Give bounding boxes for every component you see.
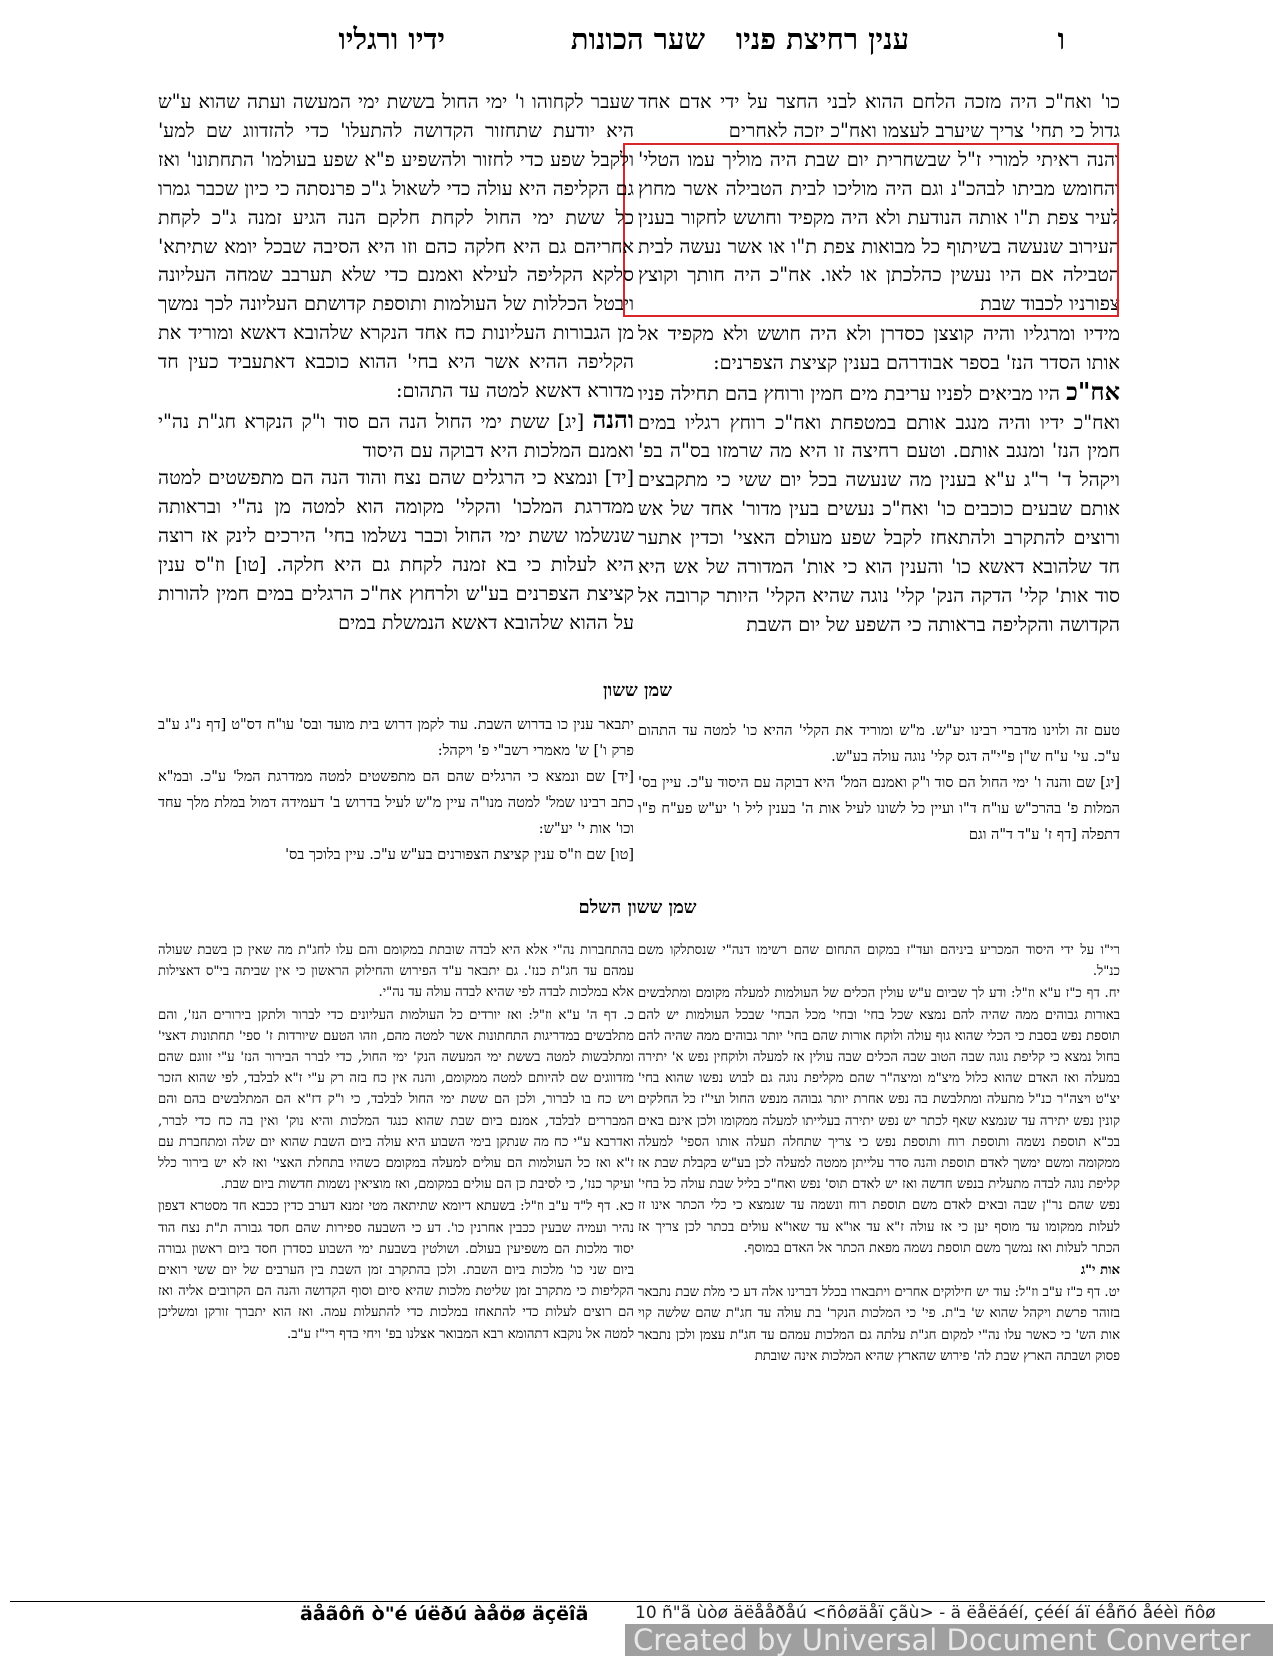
note-paragraph: יתבאר ענין כו בדרוש השבת. עוד לקמן דרוש בית מועד ובס' עו"ח דס"ט [דף נ"ג ע"ב פרק ו'] ש' מאמרי רשב"י פ' ויקהל: xyxy=(158,717,634,759)
shemen-sasson-hashalem-right xyxy=(638,940,1120,1580)
main-right-ach-lead: אח"כ xyxy=(1066,377,1120,406)
footer-right-text: 10 ñ"ã ùòø äëååðåú <ñôøäåï çãù> - ä ëåëáéí, çééí áï éåñó åéèì ñôø xyxy=(635,1603,1216,1623)
shemen-sasson-hashalem-left xyxy=(158,940,634,1580)
main-right-intro: כו' ואח"כ היה מזכה הלחם ההוא לבני החצר על ידי אדם אחד גדול כי תחי' צריך שיערב לעצמו ואח"כ יזכה לאחרים xyxy=(638,90,1120,142)
page-number-letter: ו xyxy=(1057,22,1065,56)
main-right-ach-text: היו מביאים לפניו עריבת מים חמין ורוחץ בהם תחילה פניו ואח"כ ידיו והיה מנגב אותם במטפחת ואח"כ רוחץ רגליו במים חמין הנז' ומנגב אותם. וטעם רחיצה זו היא מה שרמזו בס"ה בפ' ויקהל ד' ר"ג ע"א בענין מה שנעשה בכל יום ששי כי מתקבצים אותם שבעים כוכבים כו' ואח"כ נעשים בעין מדור' אחד של אש ורוצים להתקרב ולהתאחז לקבל שפע מעולם האצי' וכדין אתער חד שלהובא דאשא כו' והענין הוא כי אות' המדורה של אש היא סוד אות' קלי' הדקה הנק' קלי' נוגה שהיא הקלי' היותר קרובה אל הקדושה והקליפה בראותה כי השפע של יום השבת xyxy=(638,381,1120,636)
footer-left-text: äåãôñ ò"é úëðú àåöø äçëîä xyxy=(300,1603,589,1625)
note-paragraph: יח. דף כ"ז ע"א וז"ל: ודע לך שביום ע"ש עולין הכלים של העולמות למעלה מקומם ומתלבשים באורות גבוהים ממה שהיה להם נמצא שכל בחי' ובחי' מכל הבחי' שבכל העולמות יש להם תוספת נפש בסבת כי הכלי שהוא גוף עולה ולוקח אורות שהם בחי' יותר גבוהים ממה שהיה להם בחול נמצא כי קליפת נוגה שבה הטוב שבה הכלים שבה עולין אז למעלה ולוקחין נפש א' יתירה במעלה ואז האדם שהוא כלול מיצ"מ ומיצה"ר שהם מקליפת נוגה גם לבוש נפשו שהוא בחי' יצ"ט ויצה"ר כנ"ל מתעלה ומתלבשת בה נפש אחרת יותר גבוהה מנפש החול ועי"ז כל החלקים קונין נפש יתירה עד שנמצא שאף לכתר יש נפש יתירה בעלייתו למעלה ממקומו ולכן אינם באים בכ"א תוספת נשמה ותוספת רוח ותוספת נפש כי צריך שתחלה תעלה אותו הספי' למעלה ממקומה ומשם ימשך לאדם תוספת והנה סדר עלייתן ממטה למעלה לכן בע"ש בקבלת שבת אז קליפת נוגה לבדה מתעלית בנפש חדשה ואז יש לאדם תוס' נפש ואח"כ בליל שבת עולה כל בחי' נפש שהם נר"ן שבה ובאים לאדם משם תוספת רוח ונשמה עד שנמצא כי כלי הכתר אינו זז לעלות ממקומו עד מוסף יען כי אז עולה ז"א עד או"א עד שאו"א עולים בכתר לכן צריך אז הכתר לעלות ואז נמשך משם תוספת נשמה מפאת הכתר אל האדם במוסף. xyxy=(638,986,1120,1256)
section-title-shemen-sasson: שמן ששון xyxy=(603,680,672,701)
note-paragraph: רי"ו על ידי היסוד המכריע ביניהם ועד"ז במקום התחום שהם רשימו דנה"י שנסתלקו משם כנ"ל. xyxy=(638,943,1120,980)
note-paragraph: כ. דף ה' ע"א וז"ל: ואז יורדים כל העולמות העליונים כדי לברור ולתקן בירורים הנז', והם מתלבשים במדריגות התחתונות אשר למטה מהם, וזהו הטעם שיורדות ז' ספי' תחתונות דאצי' ומתלבשות למטה בששת ימי המעשה הנק' ימי החול, כדי לברר הבירור הנז' ע"י זווגם שהם מזדווגים שם להיותם למטה ממקומם, והנה אין כח בזה רק ע"י ז"א לבלבד, לפי שהוא הזכר ויש כח בו לברור, ולכן הם ששת ימי החול לבלבד, כי ו"ק דז"א הם המתלבשים בהם והם המבררים לבלבד, אמנם ביום שבת שהוא כנגד המלכות והיא נוק' ואין בה כח כדי לברר, ואדרבא ע"י כח מה שנתקן בימי השבוע היא עולה ביום השבת שהוא יום שלה ומתחברת עם ז"א ואז כל העולמות הם עולים למעלה במקומם כשהיו בתחלת האצי' ואז לא יש בירור כלל ועיקר כנז', כי לסיבת כן הם עולים במקומם, ואז מוציאין נשמות חדשות ביום שבת. xyxy=(158,1007,634,1193)
note-paragraph: טעם זה ולוינו מדברי רבינו יע"ש. מ"ש ומוריד את הקלי' ההיא כו' למטה עד התהום ע"כ. עי' ע"ח ש"ן פ"י"ה דגס קלי' נוגה עולה בע"ש. xyxy=(638,723,1120,765)
main-column-left xyxy=(158,88,634,638)
main-left-vehine-lead: והנה xyxy=(592,406,634,434)
main-left-passage-2: [יד] ונמצא כי הרגלים שהם נצח והוד הנה הם מתפשטים למטה ממדרגת המלכו' והקלי' מקומה הוא למטה מן נה"י ובראותה שנשלמו ששת ימי החול וכבר נשלמו בחי' הירכים לינק אז רוצה היא לעלות כי בא זמנה לקחת גם היא חלקה. [טו] וז"ס ענין קציצת הצפרנים בע"ש ולרחוץ אח"כ הרגלים במים חמין להורות על ההוא שלהובא דאשא הנמשלת במים xyxy=(158,466,634,634)
note-paragraph: כא. דף ל"ד ע"ב וז"ל: בשעתא דיומא שתיתאה מטי זמנא דערב כדין ככבא חד מסטרא דצפון נהיר ועמיה שבעין ככבין אחרנין כו'. דע כי השבעה ספירות שהם חסד גבורה ת"ת נצח הוד יסוד מלכות הם משפיעין בעולם. ושולטין בשבעת ימי השבוע כסדרן חסד ביום ראשון גבורה ביום שני כו' מלכות ביום השבת. ולכן בהתקרב זמן השבת בין הערבים של יום ששי רואים הקליפות כי מתקרב זמן שליטת מלכות שהיא סיום וסוף הקדושה והנה הם הקרובים אליה ואז הם רוצים לעלות כדי להתאחז במלכות כדי להתעלות עמה. ואז הוא יתברך זורקן ומשליכן למטה אל נוקבא דתהומא רבא המבואר אצלנו בפ' ויחי בדף רי"ז ע"ב. xyxy=(158,1199,634,1342)
header-sub-topic: ידיו ורגליו xyxy=(338,22,445,56)
note-paragraph: [יג] שם והנה ו' ימי החול הם סוד ו"ק ואמנם המל' היא דבוקה עם היסוד ע"כ. עיין בס' המלות פ' בהרכ"ש עו"ח ד"ו ועיין כל לשונו לעיל אות ה' בענין ליל ו' יע"ש פע"ח פ"ו דתפלה [דף ז' ע"ד ד"ה וגם xyxy=(638,775,1120,843)
section-title-shemen-sasson-hashalem: שמן ששון השלם xyxy=(578,897,697,918)
page-header xyxy=(0,22,1275,62)
header-book-title: שער הכונות xyxy=(570,22,705,56)
note-paragraph: [טו] שם וז"ס ענין קציצת הצפורנים בע"ש ע"כ. עיין בלוכך בס' xyxy=(285,847,634,862)
main-right-boxed-passage: והנה ראיתי למורי ז"ל שבשחרית יום שבת היה מוליך עמו הטלי' והחומש מביתו לבהכ"נ וגם היה מוליכו לבית הטבילה אשר מחוץ לעיר צפת ת"ו אותה הנודעת ולא היה מקפיד וחושש לחקור בענין העירוב שנעשה בשיתוף כל מבואות צפת ת"ו או אשר נעשה לבית הטבילה אם היו נעשין כהלכתן או לאו. אח"כ היה חותך וקוצץ צפורניו לכבוד שבת xyxy=(638,147,1120,316)
main-right-after-box: מידיו ומרגליו והיה קוצצן כסדרן ולא היה חושש ולא מקפיד אל אותו הסדר הנז' בספר אבודרהם בענין קציצת הצפרנים: xyxy=(638,321,1120,374)
note-heading: אות י"ג xyxy=(1080,1263,1120,1279)
header-topic: ענין רחיצת פניו xyxy=(735,22,909,56)
note-paragraph: יט. דף כ"ז ע"ב וז"ל: עוד יש חילוקים אחרים ויתבארו בכלל דברינו אלה דע כי מלת שבת נתבאר בזוהר פרשת ויקהל שהוא ש' ב"ת. פי' כי המלכות הנקר' בת עולה עד חג"ת שהם שלשה קוי אות הש' כי כאשר עלו נה"י למקום חג"ת עלתה גם המלכות עמהם עד חג"ת עצמן ולכן נתבאר פסוק ושבתה הארץ שבת לה' פירוש שהארץ שהיא המלכות אינה שובתת xyxy=(638,1285,1120,1364)
note-paragraph: בהתחברות נה"י אלא היא לבדה שובתת במקומם והם עלו לחג"ת מה שאין כן בשבת שעולה עמהם עד חג"ת כנז'. גם יתבאר ע"ד הפירוש והחילוק הראשון כי אין שביתה בי"ס דאצילות אלא במלכות לבדה לפי שהיא לבדה עולה עד נה"י. xyxy=(158,943,634,1001)
highlight-box xyxy=(623,143,1119,317)
main-left-vehine-text: [יג] ששת ימי החול הנה הם סוד ו"ק הנקרא חג"ת נה"י ואמנם המלכות היא דבוקה עם היסוד xyxy=(158,410,634,462)
footer-divider xyxy=(10,1601,1265,1602)
shemen-sasson-right xyxy=(638,718,1120,868)
note-paragraph: [יד] שם ונמצא כי הרגלים שהם הם מתפשטים למטה ממדרגת המל' ע"כ. ובמ"א כתב רבינו שמל' למטה מנו"ה עיין מ"ש לעיל בדרוש ב' דעמידה דמול במלת מלך עחד וכו' אות י' יע"ש: xyxy=(158,769,634,837)
converter-watermark: Created by Universal Document Converter xyxy=(625,1624,1273,1656)
main-left-passage: שעבר לקחוהו ו' ימי החול בששת ימי המעשה ועתה שהוא ע"ש היא יודעת שתחזור הקדושה להתעלו' כדי להזדווג שם למע' ולקבל שפע כדי לחזור ולהשפיע פ"א שפע בעולמו' התחתונו' ואז גם הקליפה היא עולה כדי לשאול ג"כ פרנסתה כי כיון שכבר גמרו כל ששת ימי החול לקחת חלקם הנה הגיע זמנה ג"כ לקחת אחריהם גם היא חלקה כהם וזו היא הסיבה שבכל יומא שתיתא' סלקא הקליפה לעילא ואמנם כדי שלא תערבב שמחה העליונה ויבטל הכללות של העולמות ותוספת קדושתם העליונה לכך נמשך מן הגבורות העליונות כח אחד הנקרא שלהובא דאשא ומוריד את הקליפה ההיא אשר היא בחי' ההוא כוכבא דאתעביד כעין חד מדורא דאשא למטה עד התהום: xyxy=(158,90,634,403)
shemen-sasson-left xyxy=(158,712,634,862)
